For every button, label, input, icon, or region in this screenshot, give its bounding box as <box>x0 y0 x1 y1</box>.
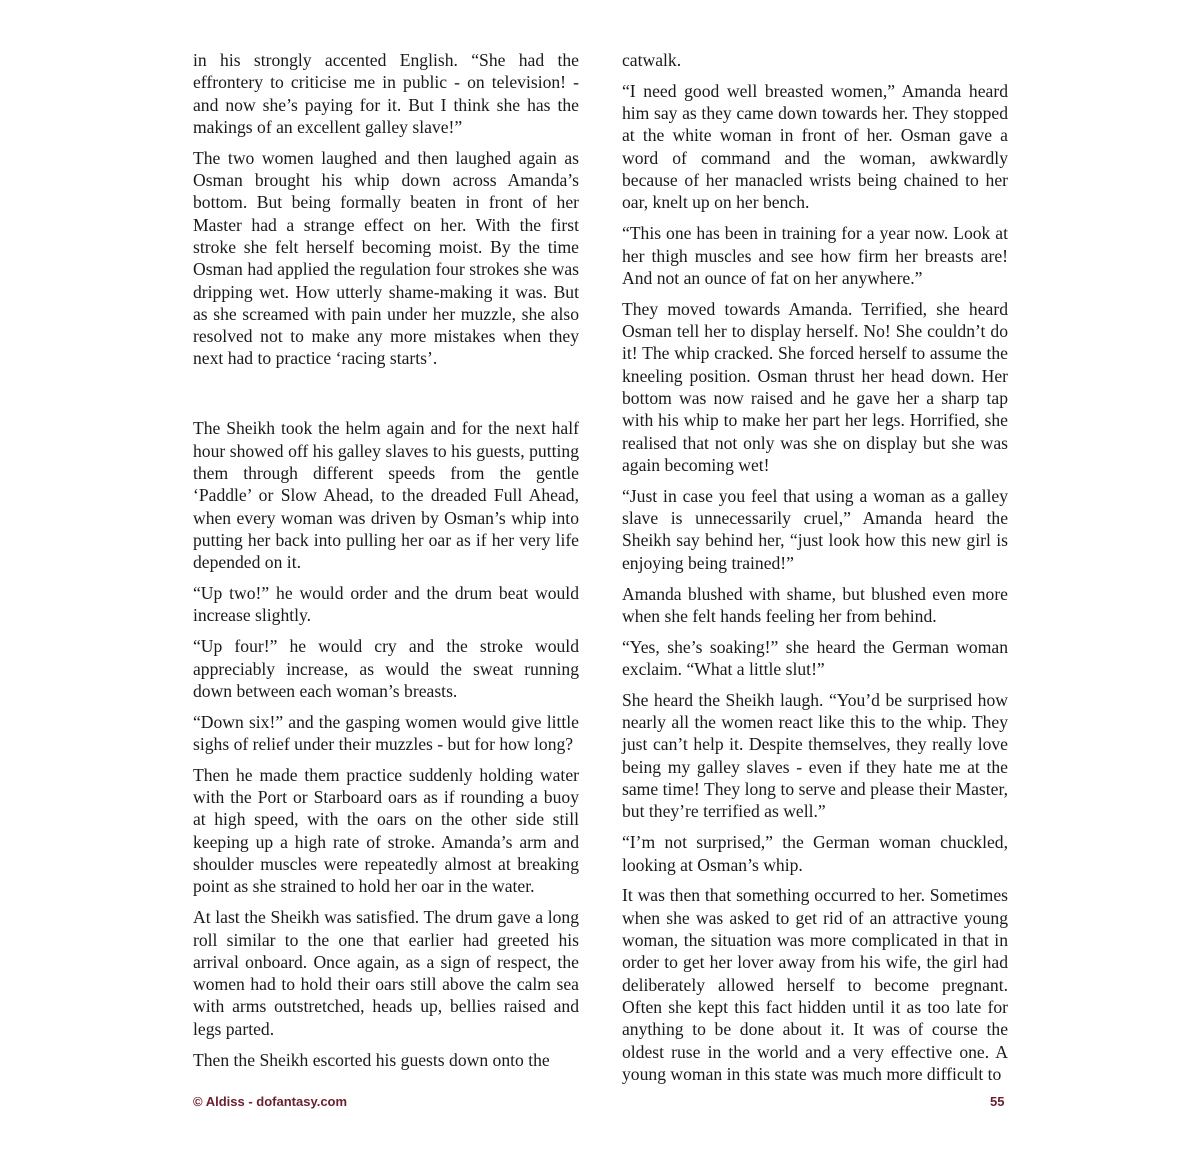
paragraph: Amanda blushed with shame, but blushed even more when she felt hands feeling her from behind. <box>622 583 1008 626</box>
paragraph: “I’m not surprised,” the German woman chuckled, looking at Osman’s whip. <box>622 832 1008 875</box>
paragraph: The two women laughed and then laughed again as Osman brought his whip down across Amanda’s bottom. But being formally beaten in front of her Master had a strange effect on her. With the first stroke she felt herself becoming moist. By the time Osman had applied the regulation four strokes she was dripping wet. How utterly shame-making it was. But as she screamed with pain under her muzzle, she also resolved not to make any more mistakes when they next had to practice ‘racing starts’. <box>193 147 579 369</box>
section-break <box>193 378 579 417</box>
paragraph: “This one has been in training for a year now. Look at her thigh muscles and see how firm her breasts are! And not an ounce of fat on her anywhere.” <box>622 223 1008 288</box>
paragraph: “I need good well breasted women,” Amanda heard him say as they came down towards her. They stopped at the white woman in front of her. Osman gave a word of command and the woman, awkwardly because of her manacled wrists being chained to her oar, knelt up on her bench. <box>622 80 1008 213</box>
paragraph: “Up four!” he would cry and the stroke would appreciably increase, as would the sweat running down between each woman’s breasts. <box>193 636 579 701</box>
right-column <box>622 49 1008 1094</box>
paragraph: The Sheikh took the helm again and for the next half hour showed off his galley slaves to his guests, putting them through different speeds from the gentle ‘Paddle’ or Slow Ahead, to the dreaded Full Ahead, when every woman was driven by Osman’s whip into putting her back into pulling her oar as if her very life depended on it. <box>193 418 579 573</box>
copyright-footer: © Aldiss - dofantasy.com <box>193 1094 348 1109</box>
paragraph: She heard the Sheikh laugh. “You’d be surprised how nearly all the women react like this to the whip. They just can’t help it. Despite themselves, they really love being my galley slaves - even if they hate me at the same time! They long to serve and please their Master, but they’re terrified as well.” <box>622 689 1008 822</box>
paragraph: “Just in case you feel that using a woman as a galley slave is unnecessarily cruel,” Amanda heard the Sheikh say behind her, “just look how this new girl is enjoying being trained!” <box>622 485 1008 573</box>
paragraph: Then he made them practice suddenly holding water with the Port or Starboard oars as if rounding a buoy at high speed, with the oars on the other side still keeping up a high rate of stroke. Amanda’s arm and shoulder muscles were repeatedly almost at breaking point as she strained to hold her oar in the water. <box>193 764 579 897</box>
paragraph: catwalk. <box>622 50 682 70</box>
paragraph: Then the Sheikh escorted his guests down onto the <box>193 1049 550 1070</box>
paragraph: “Up two!” he would order and the drum beat would increase slightly. <box>193 583 579 626</box>
paragraph: At last the Sheikh was satisfied. The drum gave a long roll similar to the one that earlier had greeted his arrival onboard. Once again, as a sign of respect, the women had to hold their oars still above the calm sea with arms outstretched, heads up, bellies raised and legs parted. <box>193 907 579 1039</box>
paragraph: “Yes, she’s soaking!” she heard the German woman exclaim. “What a little slut!” <box>622 636 1008 679</box>
left-column <box>193 49 579 1080</box>
paragraph: It was then that something occurred to her. Sometimes when she was asked to get rid of an attractive young woman, the situation was more complicated in that in order to get her lover away from his wife, the girl had deliberately allowed herself to become pregnant. Often she kept this fact hidden until it as too late for anything to be done about it. It was of course the oldest ruse in the world and a very effective one. A young woman in this state was much more difficult to <box>622 885 1008 1084</box>
page-number: 55 <box>990 1094 1005 1109</box>
paragraph: “Down six!” and the gasping women would give little sighs of relief under their muzzles - but for how long? <box>193 711 579 754</box>
paragraph: in his strongly accented English. “She had the effrontery to criticise me in public - on television! - and now she’s paying for it. But I think she has the makings of an excellent galley slave!” <box>193 50 579 137</box>
paragraph: They moved towards Amanda. Terrified, she heard Osman tell her to display herself. No! She couldn’t do it! The whip cracked. She forced herself to assume the kneeling position. Osman thrust her head down. Her bottom was now raised and he gave her a sharp tap with his whip to make her part her legs. Horrified, she realised that not only was she on display but she was again becoming wet! <box>622 298 1008 475</box>
